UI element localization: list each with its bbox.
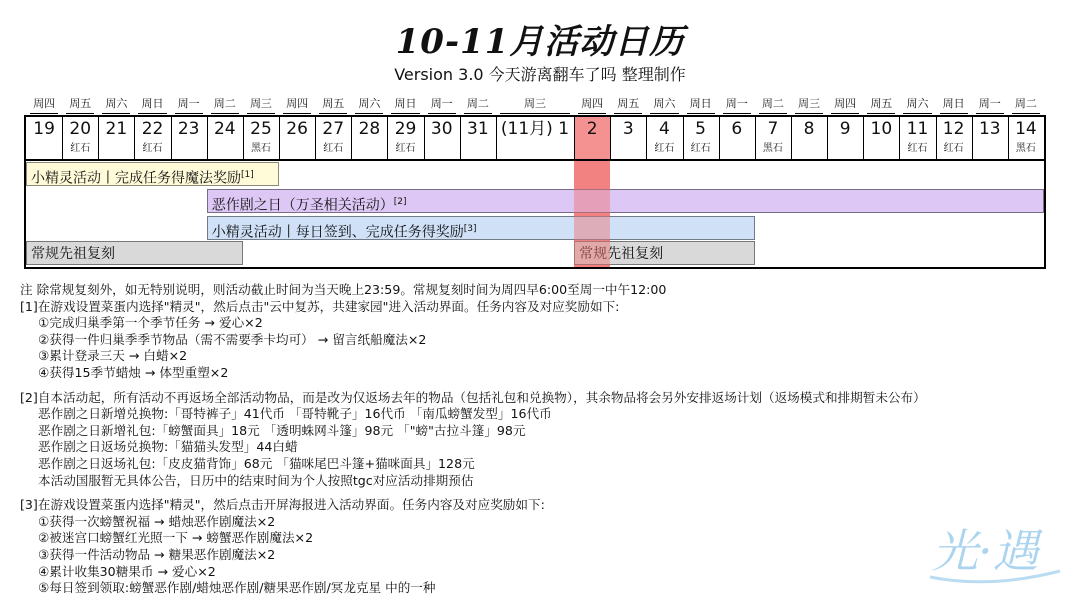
event-label: 小精灵活动丨完成任务得魔法奖励 (31, 170, 241, 187)
weekday-underline (831, 113, 859, 114)
weekday-underline (66, 113, 94, 114)
event-label: 常规先祖复刻 (31, 246, 115, 262)
weekday-label: 周四 (286, 97, 309, 110)
weekday-underline (759, 113, 787, 114)
date-cell: 28 (358, 119, 381, 139)
header-separator (26, 159, 1044, 161)
shard-label: 黑石 (762, 143, 783, 154)
date-cell: 21 (105, 119, 128, 139)
event-footnote-ref: [3] (463, 224, 477, 234)
date-cell: 13 (978, 119, 1001, 139)
weekday-underline (795, 113, 823, 114)
notes-panel (20, 282, 1060, 597)
page-title: 10-11月活动日历 (395, 22, 685, 62)
column-divider (827, 117, 828, 159)
shard-label: 红石 (907, 143, 928, 154)
column-divider (496, 117, 497, 159)
column-divider (207, 117, 208, 159)
weekday-label: 周一 (978, 97, 1001, 110)
column-divider (683, 117, 684, 159)
column-divider (863, 117, 864, 159)
column-divider (424, 117, 425, 159)
note-1-item: ③累计登录三天 → 白蜡×2 (38, 348, 188, 364)
note-3-item: ①获得一次螃蟹祝福 → 蜡烛恶作剧魔法×2 (38, 513, 276, 529)
weekday-label: 周六 (105, 97, 128, 110)
weekday-underline (247, 113, 275, 114)
note-2-item: 本活动国服暂无具体公告，日历中的结束时间为个人按照tgc对应活动排期预估 (38, 472, 474, 488)
weekday-label: 周六 (358, 97, 381, 110)
shard-label: 红石 (142, 143, 163, 154)
note-1-heading: [1]在游戏设置菜蛋内选择"精灵"，然后点击"云中复苏，共建家园"进入活动界面。任务内容及对应奖励如下: (20, 298, 620, 314)
shard-label: 红石 (70, 143, 91, 154)
note-3-item: ④累计收集30糖果币 → 爱心×2 (38, 563, 216, 579)
weekday-label: 周六 (906, 97, 929, 110)
shard-label: 红石 (943, 143, 964, 154)
note-1-item: ②获得一件归巢季季节物品（需不需要季卡均可） → 留言纸船魔法×2 (38, 331, 427, 347)
weekday-underline (1012, 113, 1040, 114)
column-divider (62, 117, 63, 159)
column-divider (98, 117, 99, 159)
weekday-label: 周二 (1014, 97, 1037, 110)
weekday-label: 周四 (33, 97, 56, 110)
column-divider (972, 117, 973, 159)
note-1-item: ④获得15季节蜡烛 → 体型重塑×2 (38, 364, 229, 380)
note-3-item: ⑤每日签到领取:螃蟹恶作剧/蜡烛恶作剧/糖果恶作剧/冥龙克星 中的一种 (38, 580, 436, 596)
event-footnote-ref: [1] (241, 170, 254, 180)
weekday-label: 周一 (430, 97, 453, 110)
note-2-item: 恶作剧之日返场兑换物:「猫猫头发型」44白蜡 (38, 439, 298, 455)
general-note: 注 除常规复刻外，如无特别说明，则活动截止时间为当天晚上23:59。常规复刻时间为周四早6:00至周一中午12:00 (20, 282, 667, 297)
date-cell: 5 (695, 119, 706, 139)
date-cell: 22 (141, 119, 164, 139)
page-subtitle: Version 3.0 今天游离翻车了吗 整理制作 (394, 65, 686, 84)
column-divider (279, 117, 280, 159)
column-divider (936, 117, 937, 159)
event-label: 恶作剧之日（万圣相关活动） (211, 197, 394, 214)
date-cell: (11月) 1 (500, 119, 570, 139)
weekday-underline (211, 113, 239, 114)
date-cell: 6 (731, 119, 743, 139)
event-bar[interactable] (26, 241, 243, 265)
date-cell: 29 (394, 119, 417, 139)
weekday-label: 周一 (725, 97, 748, 110)
shard-label: 红石 (323, 143, 344, 154)
weekday-underline (138, 113, 166, 114)
note-2-item: 恶作剧之日新增兑换物:「哥特裤子」41代币 「哥特靴子」16代币 「南瓜螃蟹发型」16代币 (38, 406, 552, 422)
weekday-underline (355, 113, 383, 114)
date-cell: 10 (870, 119, 893, 139)
event-bar[interactable] (207, 189, 1044, 213)
weekday-underline (283, 113, 311, 114)
date-cell: 14 (1015, 119, 1037, 139)
note-3-heading: [3]在游戏设置菜蛋内选择"精灵"，然后点击开屏海报进入活动界面。任务内容及对应奖励如下: (20, 497, 545, 513)
weekday-label: 周二 (213, 97, 236, 110)
date-cell: 4 (659, 119, 670, 139)
weekday-label: 周三 (249, 97, 272, 110)
weekday-label: 周日 (689, 97, 712, 110)
weekday-label: 周五 (69, 97, 92, 110)
column-divider (387, 117, 388, 159)
column-divider (755, 117, 756, 159)
weekday-label: 周三 (523, 97, 546, 110)
weekday-underline (867, 113, 895, 114)
weekday-label: 周日 (394, 97, 417, 110)
weekday-underline (428, 113, 456, 114)
weekday-label: 周四 (581, 97, 604, 110)
event-footnote-ref: [2] (393, 197, 407, 207)
column-divider (791, 117, 792, 159)
date-cell: 27 (322, 119, 345, 139)
column-divider (899, 117, 900, 159)
note-3-item: ③获得一件活动物品 → 糖果恶作剧魔法×2 (38, 546, 276, 562)
date-cell: 31 (467, 119, 489, 139)
event-label: 常规先祖复刻 (579, 246, 664, 262)
weekday-underline (464, 113, 492, 114)
date-cell: 12 (942, 119, 965, 139)
column-divider (460, 117, 461, 159)
date-cell: 9 (839, 119, 851, 139)
event-bar[interactable] (207, 216, 755, 240)
shard-label: 红石 (395, 143, 416, 154)
weekday-label: 周日 (942, 97, 965, 110)
event-label: 小精灵活动丨每日签到、完成任务得奖励 (211, 224, 464, 241)
date-cell: 2 (586, 119, 598, 139)
column-divider (1008, 117, 1009, 159)
column-divider (243, 117, 244, 159)
event-bar[interactable] (26, 162, 279, 186)
note-2-item: 恶作剧之日新增礼包:「螃蟹面具」18元 「透明蛛网斗篷」98元 「"螃"古拉斗篷」98元 (38, 422, 526, 438)
date-cell: 8 (803, 119, 815, 139)
date-cell: 26 (286, 119, 308, 139)
column-divider (351, 117, 352, 159)
column-divider (315, 117, 316, 159)
weekday-underline (614, 113, 642, 114)
note-3-item: ②被迷宫口螃蟹红光照一下 → 螃蟹恶作剧魔法×2 (38, 530, 314, 546)
weekday-label: 周二 (761, 97, 784, 110)
weekday-underline (687, 113, 715, 114)
date-cell: 30 (430, 119, 453, 139)
weekday-underline (903, 113, 931, 114)
weekday-underline (650, 113, 678, 114)
sky-logo-watermark (920, 505, 1080, 595)
column-divider (134, 117, 135, 159)
weekday-underline (319, 113, 347, 114)
weekday-underline (30, 113, 58, 114)
weekday-label: 周五 (322, 97, 345, 110)
weekday-label: 周日 (141, 97, 164, 110)
weekday-underline (976, 113, 1004, 114)
weekday-underline (723, 113, 751, 114)
weekday-underline (940, 113, 968, 114)
date-cell: 3 (622, 119, 634, 139)
shard-label: 红石 (690, 143, 711, 154)
weekday-label: 周六 (653, 97, 676, 110)
activity-calendar (24, 95, 1046, 271)
weekday-label: 周四 (834, 97, 857, 110)
date-cell: 20 (69, 119, 92, 139)
weekday-underline (578, 113, 606, 114)
shard-label: 黑石 (1015, 143, 1036, 154)
date-cell: 23 (177, 119, 200, 139)
weekday-label: 周五 (870, 97, 893, 110)
today-highlight-overlay (574, 161, 610, 267)
column-divider (646, 117, 647, 159)
date-cell: 25 (250, 119, 272, 139)
note-2-heading: [2]自本活动起，所有活动不再返场全部活动物品，而是改为仅返场去年的物品（包括礼包和兑换物），其余物品将会另外安排返场计划（返场模式和排期暂未公布） (20, 389, 926, 405)
date-cell: 24 (213, 119, 236, 139)
shard-label: 黑石 (250, 143, 271, 154)
weekday-underline (391, 113, 419, 114)
column-divider (719, 117, 720, 159)
weekday-label: 周五 (617, 97, 640, 110)
shard-label: 红石 (654, 143, 675, 154)
date-cell: 7 (767, 119, 779, 139)
calendar-grid (24, 115, 1046, 269)
weekday-label: 周二 (466, 97, 489, 110)
watermark-text: 光·遇 (932, 524, 1039, 578)
date-cell: 11 (906, 119, 929, 139)
note-2-item: 恶作剧之日返场礼包:「皮皮猫背饰」68元 「猫咪尾巴斗篷+猫咪面具」128元 (38, 455, 475, 471)
weekday-label: 周三 (798, 97, 821, 110)
weekday-underline (175, 113, 203, 114)
column-divider (574, 117, 575, 159)
note-1-item: ①完成归巢季第一个季节任务 → 爱心×2 (38, 315, 263, 331)
date-cell: 19 (33, 119, 55, 139)
weekday-label: 周一 (177, 97, 200, 110)
weekday-underline (500, 113, 570, 114)
weekday-underline (102, 113, 130, 114)
column-divider (610, 117, 611, 159)
column-divider (171, 117, 172, 159)
